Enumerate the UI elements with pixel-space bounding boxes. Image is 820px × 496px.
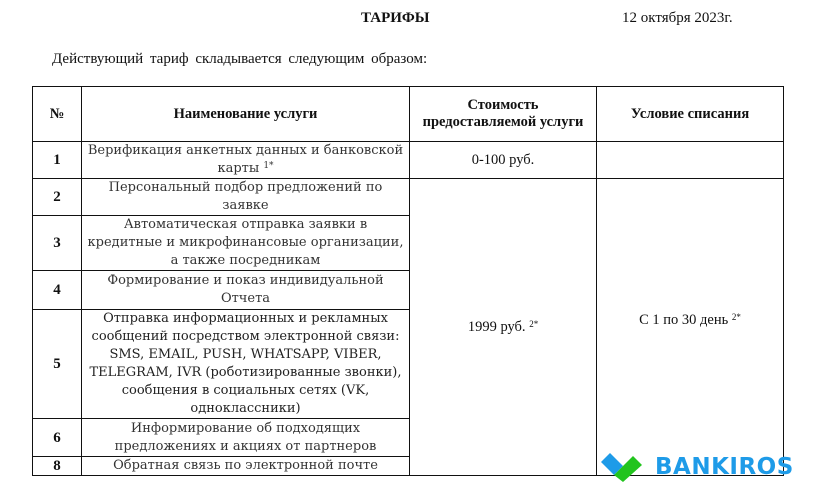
row-service [82, 142, 410, 179]
row-service: Информирование об подходящих предложениях и акциях от партнеров [82, 419, 410, 457]
header-condition: Условие списания [597, 87, 784, 142]
row-service: Персональный подбор предложений по заявке [82, 179, 410, 216]
row-number: 6 [33, 419, 82, 457]
row-service: Автоматическая отправка заявки в кредитные и микрофинансовые организации, а также посредникам [82, 216, 410, 271]
row-service: Обратная связь по электронной почте [82, 457, 410, 476]
row-number: 4 [33, 271, 82, 310]
document-date: 12 октября 2023г. [622, 10, 733, 26]
table-header-row [33, 87, 784, 142]
merged-cost-cell [410, 179, 597, 476]
merged-condition-cell [597, 179, 784, 476]
row-condition [597, 142, 784, 179]
tariff-table [32, 86, 784, 476]
condition-value: С 1 по 30 день [639, 312, 729, 328]
service-text: Верификация анкетных данных и банковской карты [87, 143, 404, 176]
bankiros-watermark [601, 448, 794, 484]
cost-value: 1999 руб. [467, 319, 526, 335]
footnote-mark: 2* [731, 312, 741, 322]
document-title: ТАРИФЫ [361, 10, 430, 26]
header-cost: Стоимость предоставляемой услуги [410, 87, 597, 142]
footnote-mark: 1* [263, 161, 274, 171]
row-number: 1 [33, 142, 82, 179]
row-cost: 0-100 руб. [410, 142, 597, 179]
table-row [33, 142, 784, 179]
bankiros-logo-text: BANKIROS [655, 454, 794, 480]
row-number: 3 [33, 216, 82, 271]
row-number: 5 [33, 310, 82, 419]
intro-text: Действующий тариф складывается следующим образом: [52, 51, 428, 67]
footnote-mark: 2* [529, 319, 539, 329]
table-row [33, 179, 784, 216]
row-number: 2 [33, 179, 82, 216]
bankiros-logo-icon [601, 450, 643, 482]
row-number: 8 [33, 457, 82, 476]
row-service: Формирование и показ индивидуальной Отчета [82, 271, 410, 310]
header-number: № [33, 87, 82, 142]
row-service: Отправка информационных и рекламных сообщений посредством электронной связи: SMS, EMAIL, PUSH, WHATSAPP, VIBER, TELEGRAM, IVR (роботизированные звонки), сообщения в социальных сетях (VK, одноклассники) [82, 310, 410, 419]
header-service: Наименование услуги [82, 87, 410, 142]
